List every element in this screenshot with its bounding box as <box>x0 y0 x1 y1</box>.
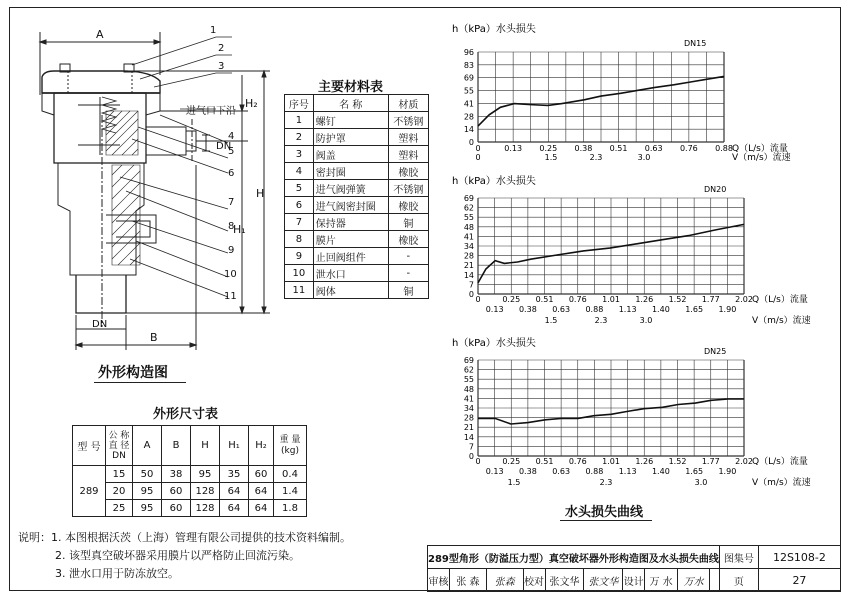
dim-cell: 95 <box>191 466 220 483</box>
x-origin-label: 0 <box>475 457 481 466</box>
dim-label-h1: H₁ <box>233 223 246 236</box>
x-axis-label-velocity: V（m/s）流速 <box>752 316 811 326</box>
callout-6: 6 <box>228 168 235 179</box>
materials-row <box>285 231 429 248</box>
review-signature: 张森 <box>486 569 523 592</box>
chart-title: h（kPa）水头损失 <box>452 24 536 35</box>
dim-cell: 20 <box>106 483 133 500</box>
q-tick-label: 0.25 <box>539 144 558 153</box>
y-tick-label: 83 <box>463 60 474 70</box>
y-tick-label: 34 <box>463 242 474 251</box>
materials-row <box>285 197 429 214</box>
head-loss-chart-dn20 <box>436 172 836 332</box>
material-name: 阀盖 <box>313 146 388 163</box>
dim-cell: 35 <box>220 466 249 483</box>
page-number: 27 <box>758 569 840 592</box>
y-tick-label: 55 <box>463 86 474 96</box>
note-line: 说明：1. 本图根据沃茨（上海）管理有限公司提供的技术资料编制。 <box>18 531 351 544</box>
review-label: 审核 <box>428 569 450 592</box>
dim-cell: 95 <box>133 500 162 517</box>
dim-cell: 95 <box>133 483 162 500</box>
material-no: 10 <box>285 265 314 282</box>
q-tick-label: 2.02 <box>735 295 753 304</box>
v-origin-label: 0 <box>475 153 481 162</box>
v-tick-label: 1.5 <box>544 153 558 162</box>
material-type: 铜 <box>388 214 428 231</box>
dim-label-a: A <box>96 28 104 41</box>
y-tick-label: 41 <box>463 99 474 109</box>
y-tick-label: 21 <box>463 423 474 433</box>
dim-header-a: A <box>133 426 162 466</box>
y-tick-label: 62 <box>463 203 474 213</box>
dim-cell: 0.4 <box>274 466 307 483</box>
dim-header-dn: 公 称 直 径 DN <box>106 426 133 466</box>
material-name: 防护罩 <box>313 129 388 146</box>
dim-cell: 64 <box>220 500 249 517</box>
q-tick-label: 1.01 <box>602 457 620 466</box>
dim-cell: 38 <box>162 466 191 483</box>
q-tick-label: 0.51 <box>609 144 628 153</box>
dimensions-title: 外形尺寸表 <box>153 407 219 422</box>
dim-header-h2: H₂ <box>249 426 274 466</box>
q-tick-label: 0.25 <box>502 457 521 466</box>
q-tick-label: 2.02 <box>735 457 753 466</box>
q-tick-label: 0.38 <box>518 305 537 314</box>
callout-4: 4 <box>228 131 235 142</box>
material-name: 螺钉 <box>313 112 388 129</box>
q-tick-label: 0.51 <box>535 295 554 304</box>
x-axis-label-flow: Q（L/s）流量 <box>752 457 808 467</box>
material-name: 阀体 <box>313 282 388 299</box>
material-name: 进气阀密封圈 <box>313 197 388 214</box>
page-label: 页 <box>719 569 758 592</box>
q-tick-label: 0.76 <box>568 295 587 304</box>
materials-header-no: 序号 <box>285 95 314 112</box>
v-tick-label: 3.0 <box>637 153 651 162</box>
q-tick-label: 1.13 <box>618 467 637 476</box>
q-tick-label: 1.90 <box>718 467 737 476</box>
dim-label-h: H <box>256 187 265 200</box>
dim-header-model: 型 号 <box>73 426 106 466</box>
material-no: 2 <box>285 129 314 146</box>
atlas-number: 12S108-2 <box>758 546 840 569</box>
callout-10: 10 <box>224 269 237 280</box>
check-label: 校对 <box>523 569 545 592</box>
q-tick-label: 1.52 <box>668 295 687 304</box>
loss-curves-title: 水头损失曲线 <box>565 505 644 520</box>
material-name: 止回阀组件 <box>313 248 388 265</box>
y-tick-label: 7 <box>468 280 474 290</box>
dim-label-h2: H₂ <box>245 97 258 110</box>
v-tick-label: 1.5 <box>544 316 558 325</box>
q-tick-label: 0.76 <box>568 457 587 466</box>
material-type: 塑料 <box>388 129 428 146</box>
callout-8: 8 <box>228 221 235 232</box>
dim-cell: 1.4 <box>274 483 307 500</box>
q-tick-label: 1.26 <box>635 295 654 304</box>
q-tick-label: 0.63 <box>552 467 571 476</box>
dim-cell: 25 <box>106 500 133 517</box>
q-tick-label: 0.25 <box>502 295 521 304</box>
q-tick-label: 1.01 <box>602 295 620 304</box>
callout-5: 5 <box>228 146 235 157</box>
material-no: 6 <box>285 197 314 214</box>
callout-2: 2 <box>218 43 225 54</box>
materials-row <box>285 163 429 180</box>
loss-title-underline <box>560 520 652 521</box>
q-tick-label: 1.40 <box>651 305 670 314</box>
materials-row <box>285 282 429 299</box>
title-block-title: 289型角形（防溢压力型）真空破坏器外形构造图及水头损失曲线 <box>428 546 720 569</box>
note-line: 2. 该型真空破坏器采用膜片以严格防止回流污染。 <box>55 549 300 562</box>
x-origin-label: 0 <box>475 295 481 304</box>
material-name: 进气阀弹簧 <box>313 180 388 197</box>
dim-cell: 128 <box>191 483 220 500</box>
material-name: 密封圈 <box>313 163 388 180</box>
material-name: 膜片 <box>313 231 388 248</box>
y-tick-label: 48 <box>463 222 474 232</box>
y-tick-label: 14 <box>463 432 474 442</box>
y-tick-label: 0 <box>468 138 474 147</box>
materials-title: 主要材料表 <box>318 80 384 95</box>
y-tick-label: 55 <box>463 213 474 223</box>
y-tick-label: 48 <box>463 384 474 394</box>
callout-11: 11 <box>224 291 237 302</box>
q-tick-label: 1.52 <box>668 457 687 466</box>
v-tick-label: 2.3 <box>589 153 603 162</box>
check-signature: 张文华 <box>584 569 623 592</box>
y-tick-label: 14 <box>463 125 474 135</box>
head-loss-chart-dn15 <box>436 20 836 170</box>
q-tick-label: 0.51 <box>535 457 554 466</box>
v-tick-label: 3.0 <box>694 478 708 487</box>
callout-3: 3 <box>218 61 225 72</box>
y-tick-label: 28 <box>463 413 474 423</box>
material-no: 8 <box>285 231 314 248</box>
y-tick-label: 28 <box>463 251 474 261</box>
y-tick-label: 14 <box>463 270 474 280</box>
y-tick-label: 0 <box>468 452 474 461</box>
dim-header-h1: H₁ <box>220 426 249 466</box>
material-type: 塑料 <box>388 146 428 163</box>
v-tick-label: 2.3 <box>599 478 613 487</box>
material-no: 4 <box>285 163 314 180</box>
y-tick-label: 34 <box>463 404 474 413</box>
dim-cell: 128 <box>191 500 220 517</box>
q-tick-label: 1.65 <box>685 467 704 476</box>
q-tick-label: 0.88 <box>715 144 733 153</box>
dim-cell: 50 <box>133 466 162 483</box>
material-no: 1 <box>285 112 314 129</box>
y-tick-label: 55 <box>463 375 474 385</box>
atlas-label: 图集号 <box>719 546 758 569</box>
valve-drawing <box>20 15 290 360</box>
q-tick-label: 0.38 <box>574 144 593 153</box>
materials-row <box>285 248 429 265</box>
dim-label-b: B <box>150 331 158 344</box>
x-axis-label-velocity: V（m/s）流速 <box>752 478 811 488</box>
materials-body <box>285 112 429 299</box>
v-tick-label: 2.3 <box>594 316 608 325</box>
materials-row <box>285 112 429 129</box>
series-label: DN20 <box>704 185 727 194</box>
material-name: 保持器 <box>313 214 388 231</box>
y-tick-label: 69 <box>463 194 474 203</box>
materials-table <box>284 94 429 299</box>
dim-header-b: B <box>162 426 191 466</box>
inlet-note: 进气口下沿 <box>186 106 236 117</box>
material-type: 橡胶 <box>388 197 428 214</box>
v-tick-label: 3.0 <box>639 316 653 325</box>
dimensions-table <box>72 425 307 517</box>
q-tick-label: 1.26 <box>635 457 654 466</box>
materials-row <box>285 265 429 282</box>
q-tick-label: 1.40 <box>651 467 670 476</box>
dim-header-h: H <box>191 426 220 466</box>
dim-cell: 15 <box>106 466 133 483</box>
y-tick-label: 21 <box>463 261 474 271</box>
material-no: 5 <box>285 180 314 197</box>
callout-9: 9 <box>228 245 235 256</box>
notes <box>18 529 351 583</box>
note-line: 3. 泄水口用于防冻放空。 <box>55 567 179 580</box>
y-tick-label: 7 <box>468 442 474 452</box>
y-tick-label: 69 <box>463 73 474 83</box>
q-tick-label: 1.13 <box>618 305 637 314</box>
material-no: 11 <box>285 282 314 299</box>
material-type: 铜 <box>388 282 428 299</box>
materials-header-material: 材质 <box>388 95 428 112</box>
q-tick-label: 0.38 <box>518 467 537 476</box>
drawing-title: 外形构造图 <box>98 365 168 381</box>
material-no: 7 <box>285 214 314 231</box>
q-tick-label: 0.63 <box>644 144 663 153</box>
dim-cell: 64 <box>249 500 274 517</box>
design-signature: 万水 <box>677 569 710 592</box>
materials-row <box>285 129 429 146</box>
material-type: - <box>388 265 428 282</box>
x-origin-label: 0 <box>475 144 481 153</box>
y-tick-label: 28 <box>463 112 474 122</box>
q-tick-label: 0.88 <box>585 305 604 314</box>
q-tick-label: 0.88 <box>585 467 604 476</box>
q-tick-label: 0.76 <box>679 144 698 153</box>
material-type: 橡胶 <box>388 231 428 248</box>
q-tick-label: 1.77 <box>701 295 720 304</box>
materials-header-name: 名 称 <box>313 95 388 112</box>
review-name: 张 森 <box>450 569 487 592</box>
material-type: 橡胶 <box>388 163 428 180</box>
check-name: 张文华 <box>545 569 584 592</box>
dim-model-cell: 289 <box>73 466 106 517</box>
y-tick-label: 69 <box>463 356 474 365</box>
q-tick-label: 1.90 <box>718 305 737 314</box>
q-tick-label: 0.13 <box>485 305 504 314</box>
material-type: 不锈钢 <box>388 180 428 197</box>
q-tick-label: 1.77 <box>701 457 720 466</box>
series-label: DN25 <box>704 347 727 356</box>
q-tick-label: 0.13 <box>485 467 504 476</box>
materials-row <box>285 180 429 197</box>
dim-header-weight: 重 量 (kg) <box>274 426 307 466</box>
dim-cell: 60 <box>162 500 191 517</box>
material-name: 泄水口 <box>313 265 388 282</box>
x-axis-label-flow: Q（L/s）流量 <box>752 295 808 305</box>
dim-cell: 64 <box>220 483 249 500</box>
q-tick-label: 0.63 <box>552 305 571 314</box>
materials-row <box>285 214 429 231</box>
series-label: DN15 <box>684 39 707 48</box>
y-tick-label: 96 <box>463 48 474 57</box>
v-tick-label: 1.5 <box>507 478 521 487</box>
y-tick-label: 62 <box>463 365 474 375</box>
y-tick-label: 41 <box>463 232 474 242</box>
q-tick-label: 1.65 <box>685 305 704 314</box>
callout-1: 1 <box>210 25 217 36</box>
title-block <box>427 545 841 592</box>
chart-title: h（kPa）水头损失 <box>452 176 536 187</box>
dim-cell: 64 <box>249 483 274 500</box>
x-axis-label-velocity: V（m/s）流速 <box>732 153 791 163</box>
material-type: 不锈钢 <box>388 112 428 129</box>
y-tick-label: 41 <box>463 394 474 404</box>
y-tick-label: 0 <box>468 290 474 299</box>
material-type: - <box>388 248 428 265</box>
x-axis-label-flow: Q（L/s）流量 <box>732 144 788 154</box>
dim-label-dn-bottom: DN <box>92 319 108 330</box>
materials-row <box>285 146 429 163</box>
head-loss-chart-dn25 <box>436 334 836 494</box>
design-name: 万 水 <box>645 569 678 592</box>
q-tick-label: 0.13 <box>504 144 523 153</box>
callout-7: 7 <box>228 197 235 208</box>
dim-cell: 1.8 <box>274 500 307 517</box>
design-label: 设计 <box>623 569 645 592</box>
material-no: 9 <box>285 248 314 265</box>
drawing-title-underline <box>94 382 186 383</box>
dim-label-dn-side: DN <box>216 141 232 152</box>
title-block-spacer <box>710 569 719 592</box>
dim-cell: 60 <box>162 483 191 500</box>
material-no: 3 <box>285 146 314 163</box>
chart-title: h（kPa）水头损失 <box>452 338 536 349</box>
dim-cell: 60 <box>249 466 274 483</box>
